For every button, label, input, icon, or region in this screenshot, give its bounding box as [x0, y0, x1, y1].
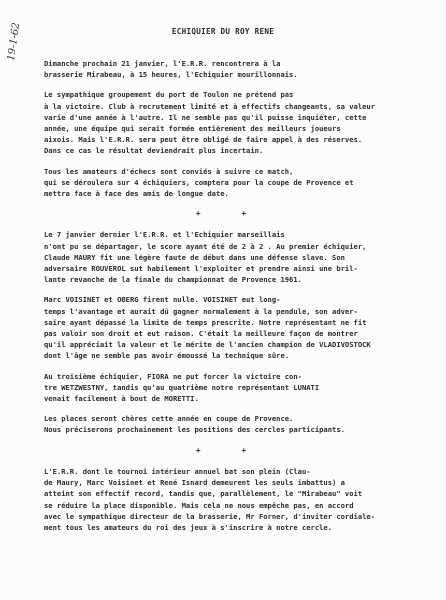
- paragraph: Tous les amateurs d'échecs sont conviés à suivre ce match, qui se déroulera sur 4 échiquiers, comptera pour la coupe de Provence et mettra face à face des amis de longue date.: [44, 166, 354, 199]
- paragraph: Les places seront chères cette année en coupe de Provence. Nous préciserons prochainement les positions des cercles participants.: [44, 414, 345, 435]
- document-body: [44, 58, 416, 542]
- document-title: ECHIQUIER DU ROY RENE: [171, 27, 275, 36]
- handwritten-date: 19-1-62: [6, 21, 23, 62]
- paragraph: Au troisième échiquier, FIORA ne put forcer la victoire con- tre WETZWESTNY, tandis qu'au quatrième notre représentant LUNATI venait facilement à bout de MORETTI.: [44, 371, 320, 404]
- paragraph: L'E.R.R. dont le tournoi intérieur annuel bat son plein (Clau- de Maury, Marc Voisinet et René Isnard demeurent les seuls imbattus) a atteint son effectif record, tandis que, parallèlement, le "Mirabeau" voit se réduire la place disponible. Mais cela ne nous empêche pas, en accord avec le sympathique directeur de la brasserie, Mr Forner, d'inviter cordiale- ment tous les amateurs du roi des jeux à s'inscrire à notre cercle.: [44, 466, 376, 532]
- paragraph: Marc VOISINET et OBERG firent nulle. VOISINET eut long- temps l'avantage et aurait dû gagner normalement à la pendule, son adver- saire ayant dépassé la limite de temps prescrite. Notre représentant ne fit pas valoir son droit et eut raison. C'était la meilleure façon de montrer qu'il appréciait la valeur et le mérite de l'ancien champion de VLADIVOSTOCK dont l'âge ne semble pas avoir émoussé la technique sûre.: [44, 295, 371, 361]
- paragraph: Le 7 janvier dernier l'E.R.R. et l'Echiquier marseillais n'ont pu se départager, le score ayant été de 2 à 2 . Au premier échiquier, Claude MAURY fit une légère faute de début dans une défense slave. Son adversaire ROUVEROL sut habilement l'exploiter et prendre ainsi une bril- lante revanche de la finale du championnat de Provence 1961.: [44, 230, 367, 285]
- paragraph: Le sympathique groupement du port de Toulon ne prétend pas à la victoire. Club à recrutement limité et à effectifs changeants, sa valeur varie d'une année à l'autre. Il ne semble pas qu'il puisse inquiéter, cette année, une équipe qui serait formée entièrement des meilleurs joueurs aixois. Mais l'E.R.R. sera peut être obligé de faire appel à des réserves. Dans ce cas le résultat deviendrait plus incertain.: [44, 90, 376, 156]
- section-separator: + +: [195, 445, 265, 455]
- paragraph: Dimanche prochain 21 janvier, l'E.R.R. rencontrera à la brasserie Mirabeau, à 15 heures, l'Echiquier mourillonnais.: [44, 59, 298, 80]
- section-separator: + +: [195, 209, 265, 219]
